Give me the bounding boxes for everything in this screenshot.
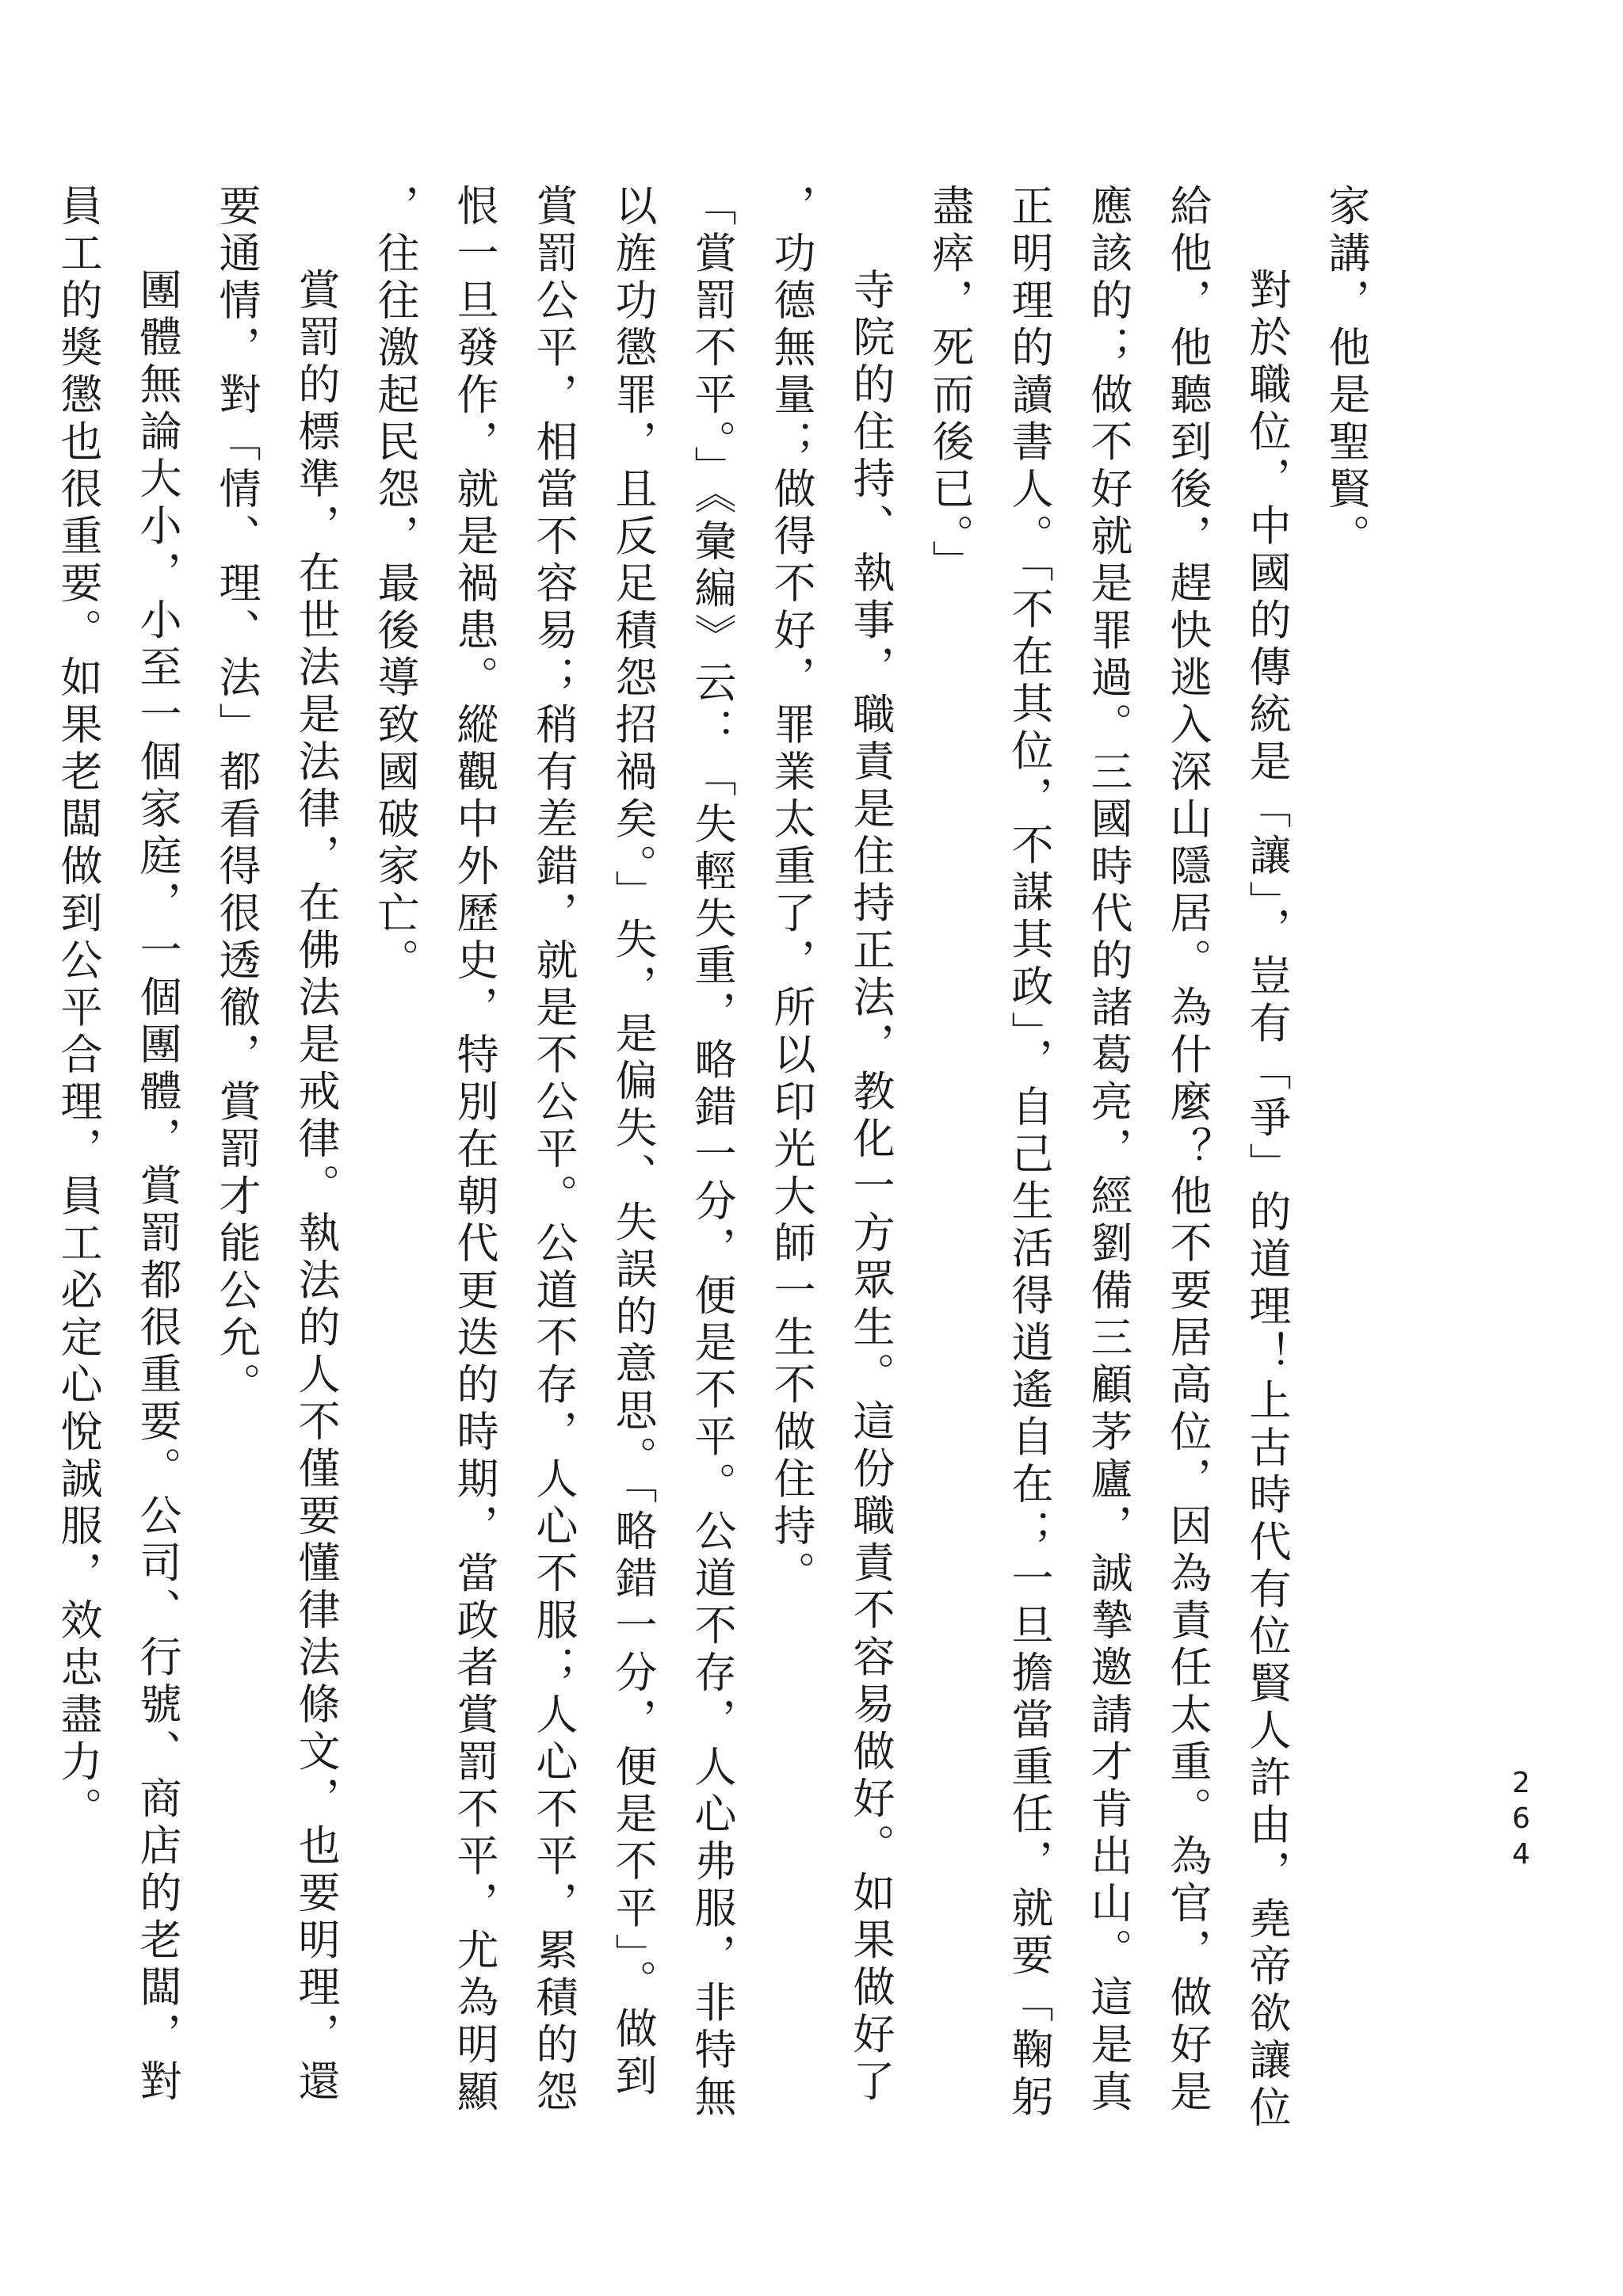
page-number: 264 xyxy=(1505,1767,1537,1874)
paragraph-2: 對於職位，中國的傳統是「讓」，豈有「爭」的道理！上古時代有位賢人許由，堯帝欲讓位給他，他聽到後，趕快逃入深山隱居。為什麼？他不要居高位，因為責任太重。為官，做好是應該的；做不好就是罪過。三國時代的諸葛亮，經劉備三顧茅廬，誠摯邀請才肯出山。這是真正明理的讀書人。「不在其位，不謀其政」，自己生活得逍遙自在；一旦擔當重任，就要「鞠躬盡瘁，死而後已。」 xyxy=(926,184,1291,2133)
paragraph-5: 賞罰的標準，在世法是法律，在佛法是戒律。執法的人不僅要懂律法條文，也要明理，還要通情，對「情、理、法」都看得很透徹，賞罰才能公允。 xyxy=(212,184,340,2107)
paragraph-4: 「賞罰不平。」《彙編》云：「失輕失重，略錯一分，便是不平。公道不存，人心弗服，非特無以旌功懲罪，且反足積怨招禍矣。」失，是偏失、失誤的意思。「略錯一分，便是不平」。做到賞罰公平，相當不容易；稍有差錯，就是不公平。公道不存，人心不服；人心不平，累積的怨恨一旦發作，就是禍患。縱觀中外歷史，特別在朝代更迭的時期，當政者賞罰不平，尤為明顯，往往激起民怨，最後導致國破家亡。 xyxy=(371,184,736,2122)
paragraph-3: 寺院的住持、執事，職責是住持正法，教化一方眾生。這份職責不容易做好。如果做好了，功德無量；做得不好，罪業太重了，所以印光大師一生不做住持。 xyxy=(767,184,895,2107)
paragraph-1: 家講，他是聖賢。 xyxy=(1322,184,1370,561)
paragraph-6: 團體無論大小，小至一個家庭，一個團體，賞罰都很重要。公司、行號、商店的老闆，對員工的獎懲也很重要。如果老闆做到公平合理，員工必定心悅誠服，效忠盡力。 xyxy=(54,184,181,2107)
vertical-text-body xyxy=(38,184,1385,2133)
